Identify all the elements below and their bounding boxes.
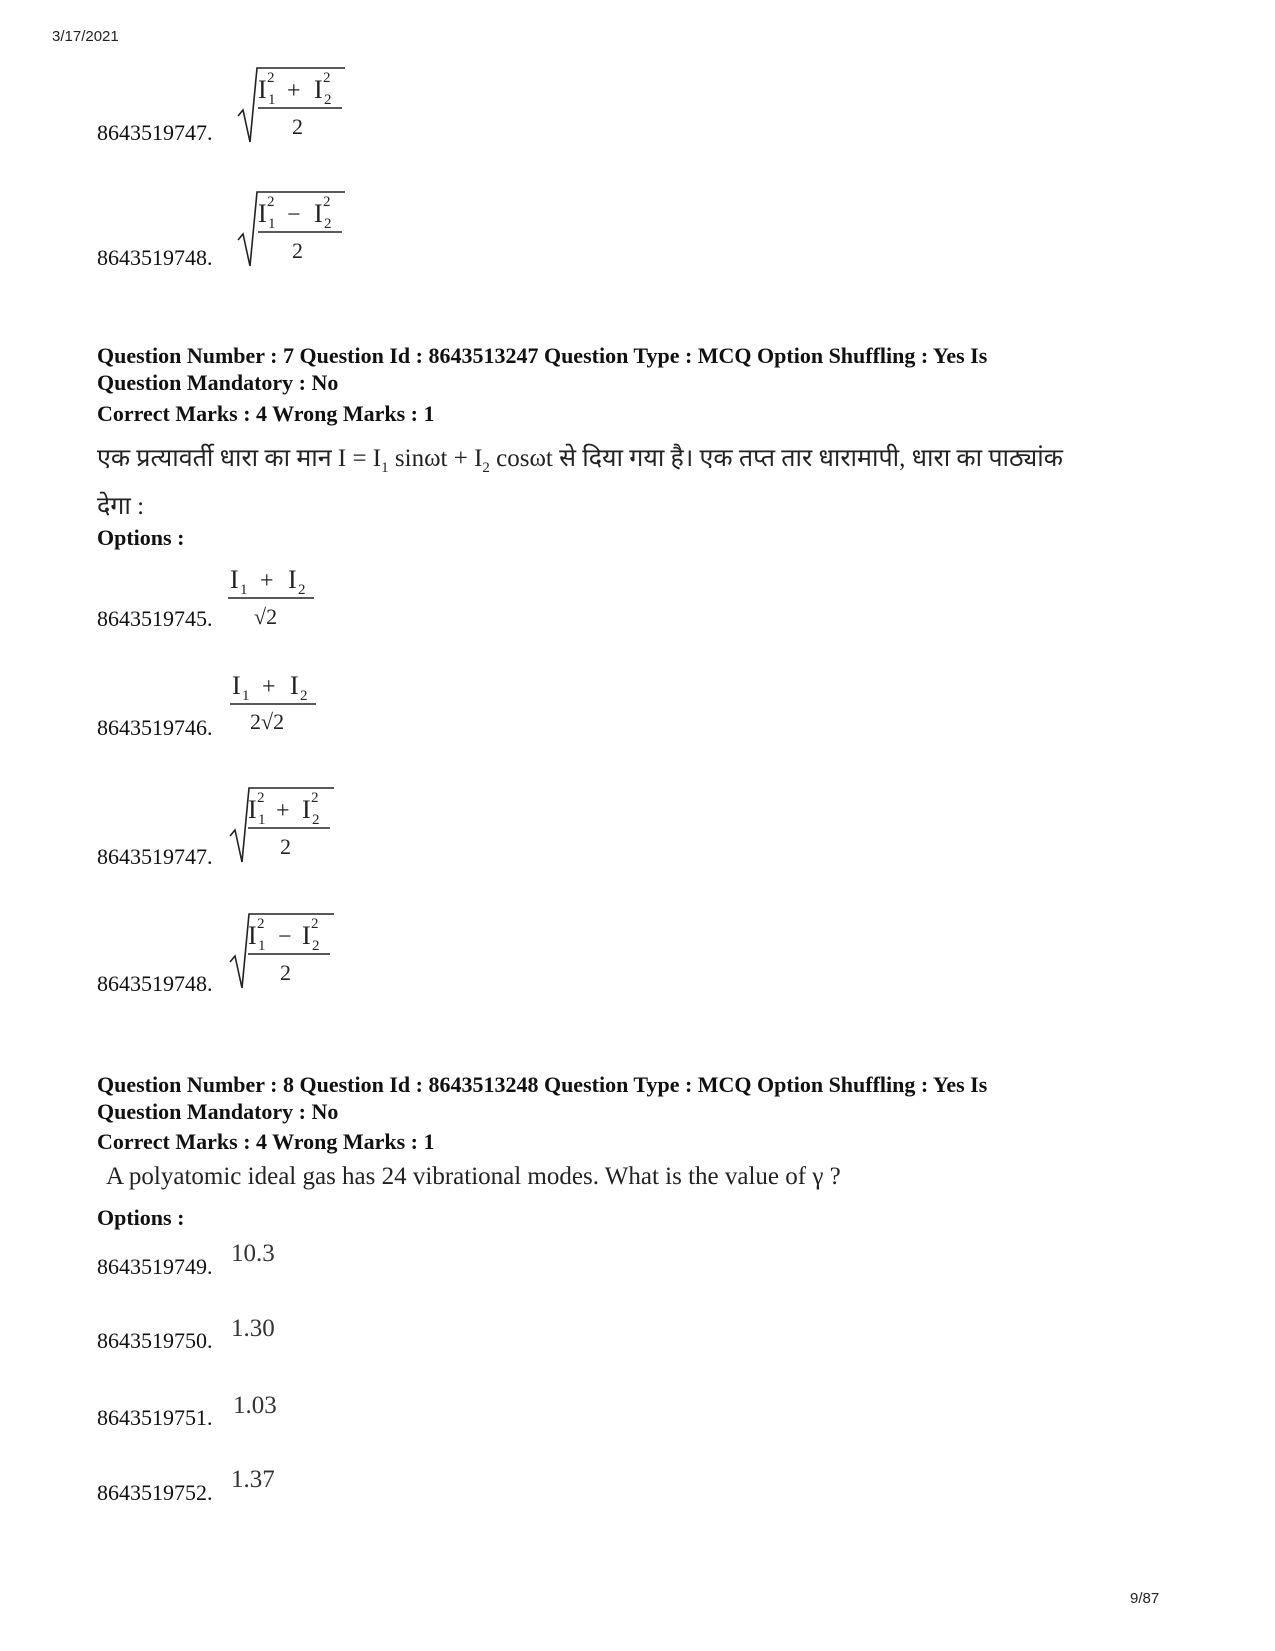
question-7-header-line1: Question Number : 7 Question Id : 8643513247 Question Type : MCQ Option Shuffling : Yes Is <box>97 343 988 368</box>
svg-text:I: I <box>258 199 267 228</box>
svg-text:I: I <box>288 565 297 594</box>
option-id: 8643519749. <box>97 1254 213 1279</box>
print-date: 3/17/2021 <box>52 28 119 45</box>
svg-text:I: I <box>230 565 239 594</box>
formula-sqrt-sum-squares <box>230 60 350 150</box>
option-id: 8643519747. <box>97 844 213 869</box>
option-value: 1.30 <box>231 1315 275 1342</box>
svg-text:2: 2 <box>312 938 320 954</box>
svg-text:I: I <box>248 795 257 824</box>
question-8-marks: Correct Marks : 4 Wrong Marks : 1 <box>97 1129 435 1154</box>
svg-text:2: 2 <box>300 688 308 704</box>
option-id: 8643519745. <box>97 606 213 631</box>
formula-sqrt-sum-squares <box>222 780 342 870</box>
svg-text:+: + <box>260 568 274 594</box>
formula-sum-over-2sqrt2 <box>226 666 336 738</box>
question-8-header-line1: Question Number : 8 Question Id : 8643513248 Question Type : MCQ Option Shuffling : Yes Is <box>97 1072 988 1097</box>
svg-text:I: I <box>302 921 311 950</box>
question-8-options-label: Options : <box>97 1205 185 1230</box>
svg-text:1: 1 <box>258 938 266 954</box>
option-id: 8643519748. <box>97 245 213 270</box>
svg-text:2: 2 <box>257 916 265 932</box>
svg-text:√2: √2 <box>254 604 278 629</box>
svg-text:2: 2 <box>324 92 332 108</box>
option-value: 1.03 <box>233 1392 277 1419</box>
svg-text:2: 2 <box>267 194 275 210</box>
svg-text:I: I <box>290 671 299 700</box>
option-id: 8643519748. <box>97 971 213 996</box>
svg-text:1: 1 <box>268 216 276 232</box>
question-7-text: एक प्रत्यावर्ती धारा का मान $I = I_1$ $\sin\omega t + I_2$ cosωt से दिया गया है। एक तप्त तार धारामापी, धारा का पाठ्यांक <box>97 445 1063 476</box>
svg-text:2: 2 <box>323 70 331 86</box>
svg-text:2: 2 <box>298 582 306 598</box>
svg-text:−: − <box>287 202 301 228</box>
formula-sum-over-sqrt2 <box>224 562 334 634</box>
page-number: 9/87 <box>1130 1590 1160 1607</box>
svg-text:2: 2 <box>311 916 319 932</box>
svg-text:2: 2 <box>324 216 332 232</box>
question-8-text: A polyatomic ideal gas has 24 vibrational modes. What is the value of γ ? <box>106 1163 841 1190</box>
svg-text:I: I <box>314 199 323 228</box>
question-7-marks: Correct Marks : 4 Wrong Marks : 1 <box>97 401 435 426</box>
question-7-options-label: Options : <box>97 525 185 550</box>
svg-text:2: 2 <box>280 960 291 985</box>
svg-text:I: I <box>302 795 311 824</box>
question-7-header <box>97 342 1197 396</box>
option-id: 8643519751. <box>97 1405 213 1430</box>
question-7-header-line2: Question Mandatory : No <box>97 370 339 395</box>
svg-text:+: + <box>276 798 290 824</box>
svg-text:1: 1 <box>268 92 276 108</box>
svg-text:I: I <box>314 75 323 104</box>
svg-text:−: − <box>278 924 292 950</box>
formula-sqrt-diff-squares <box>222 906 342 996</box>
question-8-header <box>97 1071 1197 1125</box>
option-value: 1.37 <box>231 1466 275 1493</box>
svg-text:1: 1 <box>242 688 250 704</box>
option-value: 10.3 <box>231 1240 275 1267</box>
svg-text:2: 2 <box>280 834 291 859</box>
svg-text:2: 2 <box>312 812 320 828</box>
option-id: 8643519746. <box>97 715 213 740</box>
question-8-header-line2: Question Mandatory : No <box>97 1099 339 1124</box>
svg-text:2: 2 <box>311 790 319 806</box>
svg-text:2√2: 2√2 <box>250 709 285 734</box>
svg-text:I: I <box>232 671 241 700</box>
svg-text:2: 2 <box>257 790 265 806</box>
question-7-text-line2: देगा : <box>97 493 145 520</box>
svg-text:2: 2 <box>292 114 303 139</box>
svg-text:I: I <box>248 921 257 950</box>
option-id: 8643519750. <box>97 1328 213 1353</box>
svg-text:1: 1 <box>240 582 248 598</box>
svg-text:1: 1 <box>258 812 266 828</box>
svg-text:2: 2 <box>267 70 275 86</box>
svg-text:2: 2 <box>292 238 303 263</box>
svg-text:+: + <box>262 674 276 700</box>
option-id: 8643519752. <box>97 1480 213 1505</box>
formula-sqrt-diff-squares <box>230 184 350 274</box>
svg-text:+: + <box>287 78 301 104</box>
svg-text:I: I <box>258 75 267 104</box>
svg-text:2: 2 <box>323 194 331 210</box>
option-id: 8643519747. <box>97 120 213 145</box>
